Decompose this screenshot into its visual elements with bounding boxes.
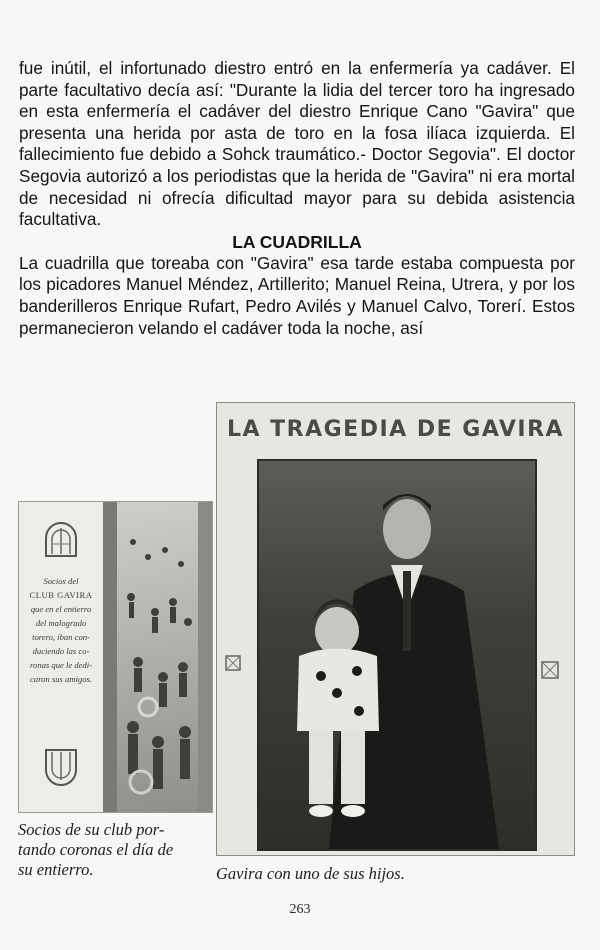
- paragraph: La cuadrilla que toreaba con "Gavira" esa tarde estaba compuesta por los picadores Manuel Méndez, Artillerito; Manuel Reina, Utrera, y por los banderilleros Enrique Rufart, Pedro Avilés y Manuel Calvo, Torerí. Estos permanecieron velando el cadáver toda la noche, así: [19, 252, 575, 338]
- paragraph: fue inútil, el infortunado diestro entró en la enfermería ya cadáver. El parte facultativo decía así: "Durante la lidia del tercer toro ha ingresado en esta enfermería el cadáver del diestro Enrique Cano "Gavira" que presenta una herida por asta de toro en la fosa ilíaca izquierda. El fallecimiento fue debido a Sohck traumático.- Doctor Segovia". El doctor Segovia autorizó a los periodistas que la herida de "Gavira" ni era mortal de necesidad ni ofrecía dificultad mayor para su debida asistencia facultativa.: [19, 58, 575, 230]
- funeral-photo-caption: Socios de su club por- tando coronas el día de su entierro.: [18, 820, 174, 879]
- photo-title: LA TRAGEDIA DE GAVIRA: [226, 417, 565, 442]
- portrait-image: [257, 459, 537, 851]
- photo-inscription: Socios del CLUB GAVIRA que en el entierro del malogrado torero, iban con- duciendo las co- ronas que le dedi- caron sus amigos.: [29, 576, 93, 684]
- funeral-photo: [18, 501, 213, 813]
- ornament-diamond-icon: [223, 653, 243, 673]
- section-heading: LA CUADRILLA: [232, 231, 362, 252]
- ornament-emblem-icon: [43, 748, 79, 788]
- father-and-child-figure: [259, 461, 535, 849]
- crowd-street-scene: [103, 502, 212, 812]
- crowd-figures: [103, 502, 212, 812]
- photo-text-panel: [19, 502, 103, 812]
- portrait-photo-caption: Gavira con uno de sus hijos.: [216, 864, 405, 883]
- gavira-portrait-photo: [216, 402, 575, 856]
- ornament-emblem-icon: [43, 520, 79, 558]
- ornament-diamond-icon: [539, 659, 561, 681]
- page-number: 263: [289, 902, 311, 917]
- body-text: [19, 58, 575, 339]
